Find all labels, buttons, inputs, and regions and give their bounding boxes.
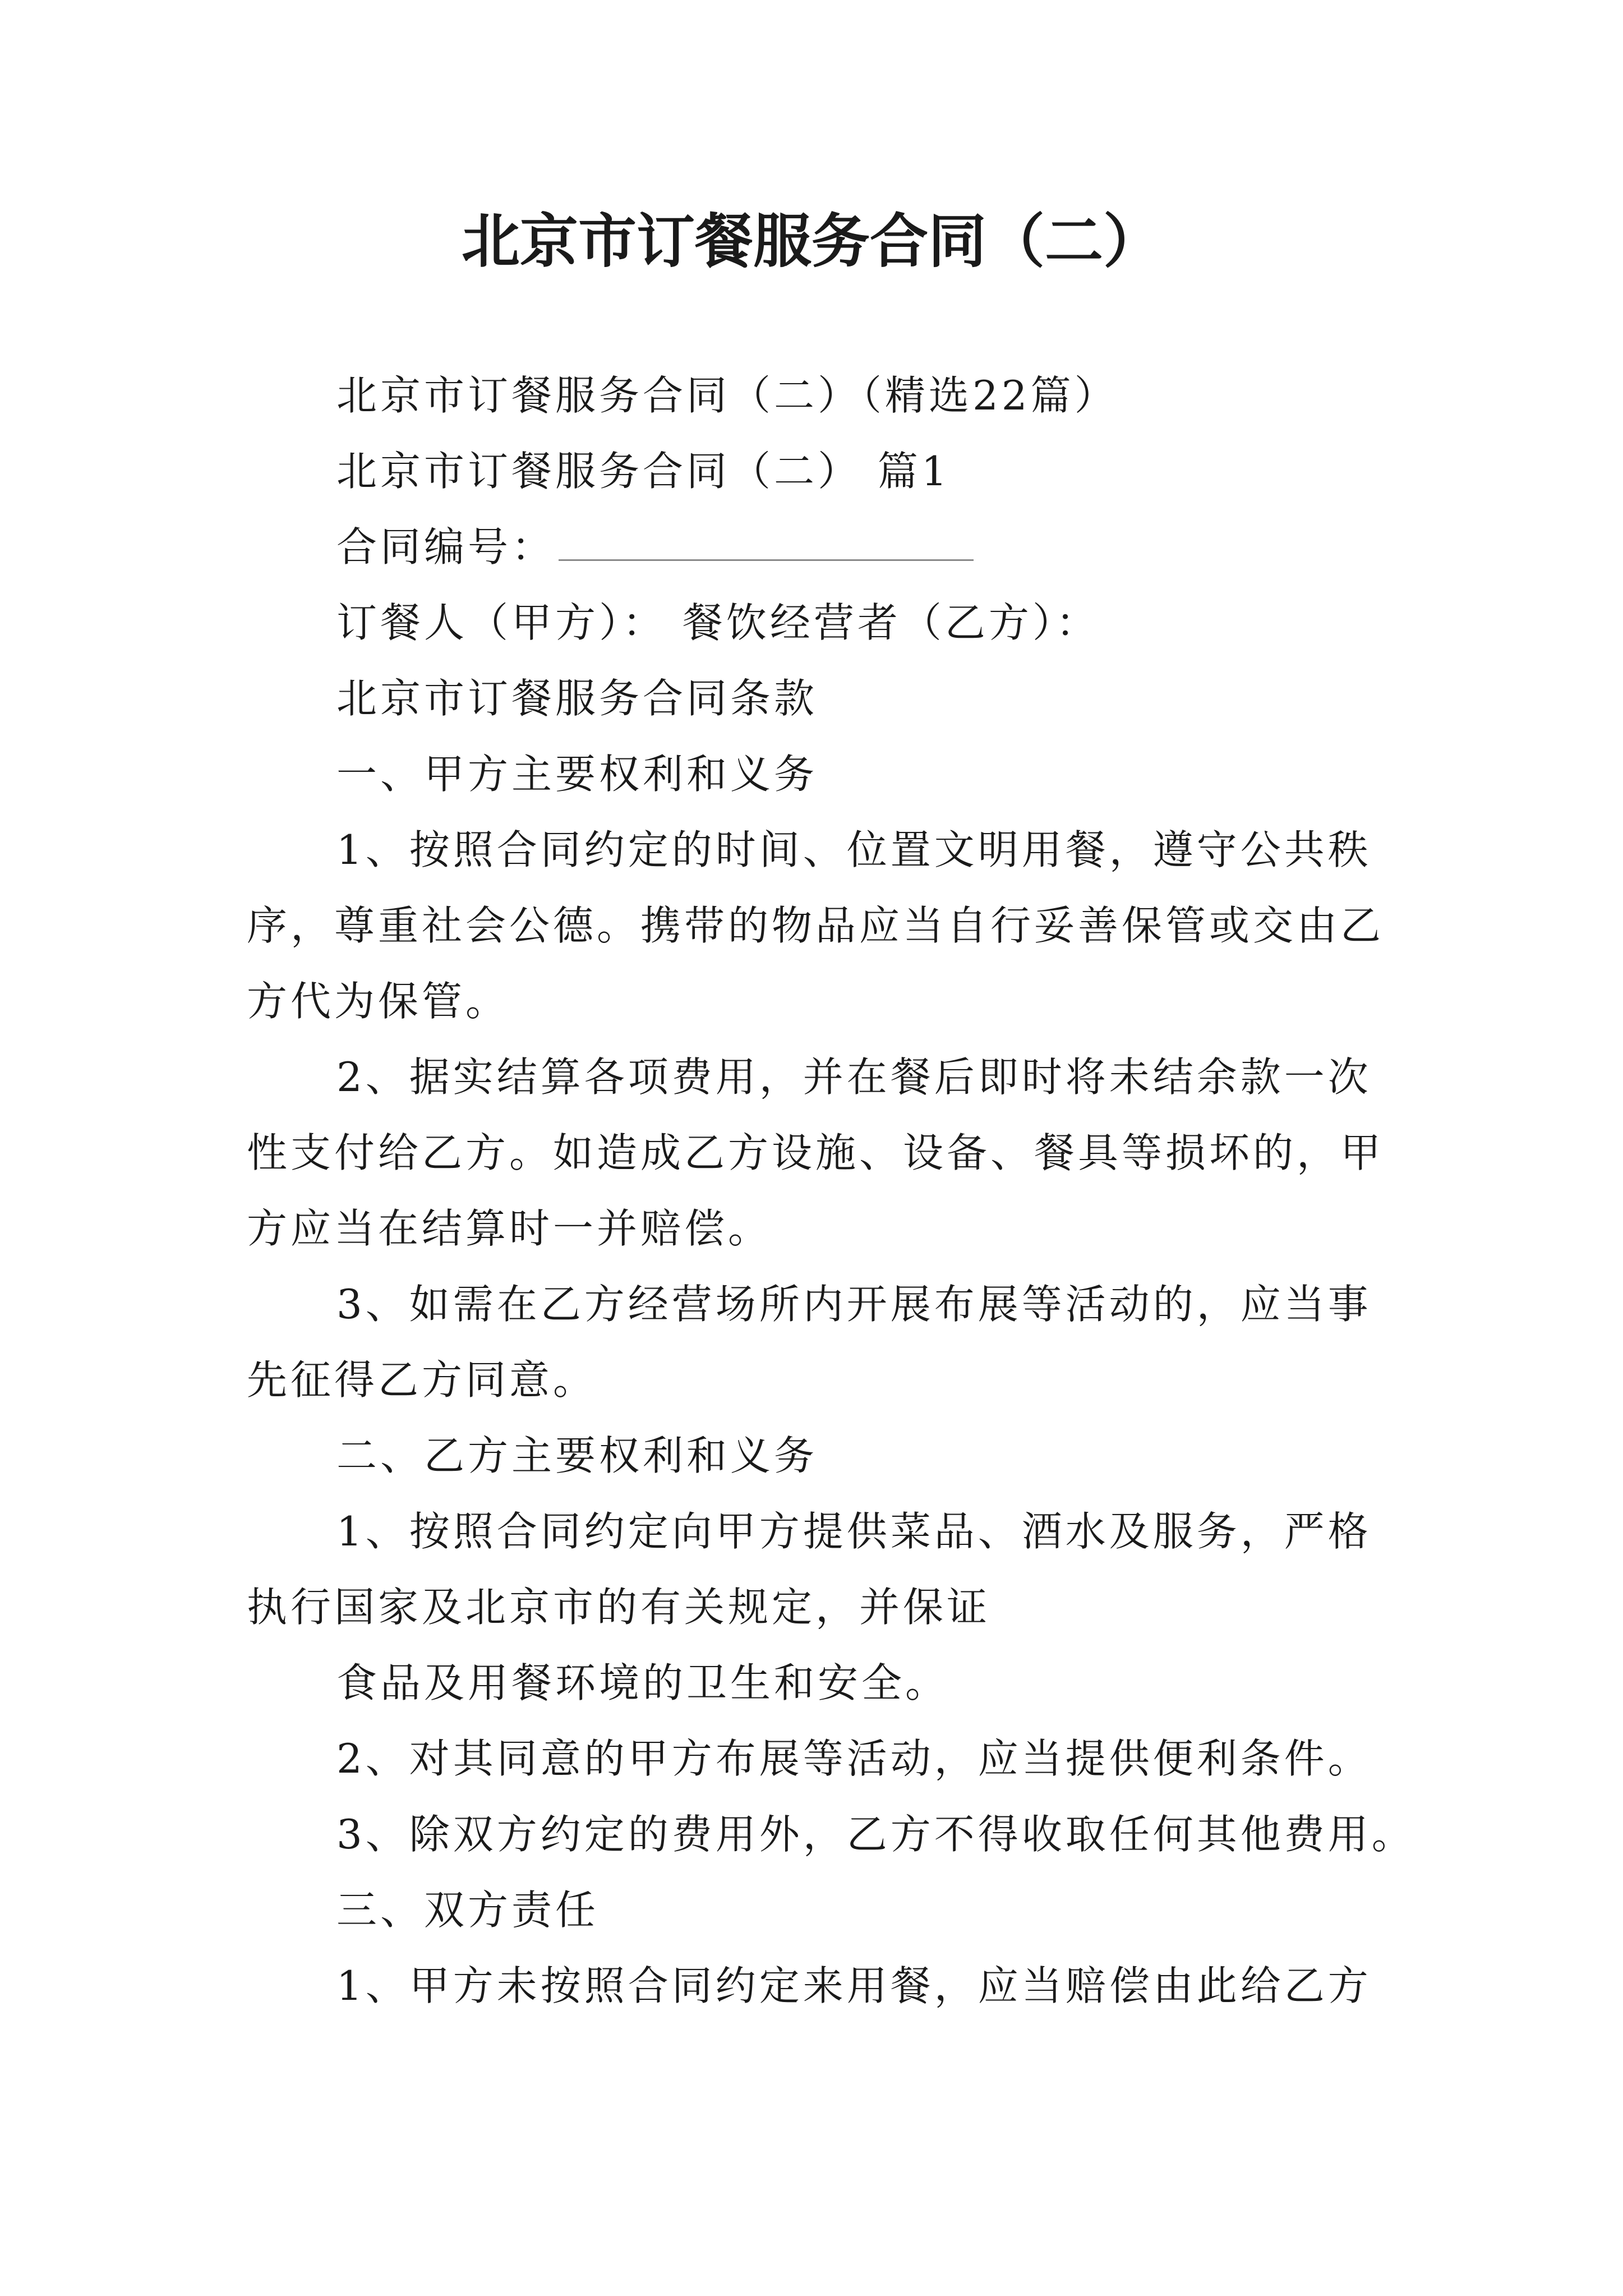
paragraph-line: 1、按照合同约定的时间、位置文明用餐，遵守公共秩 [336, 826, 1372, 873]
document-subtitle: 北京市订餐服务合同（二）（精选22篇） [336, 372, 1118, 419]
paragraph-line: 1、甲方未按照合同约定来用餐，应当赔偿由此给乙方 [336, 1962, 1372, 2009]
paragraph-line: 序，尊重社会公德。携带的物品应当自行妥善保管或交由乙 [247, 902, 1385, 949]
paragraph-line: 2、据实结算各项费用，并在餐后即时将未结余款一次 [336, 1053, 1372, 1101]
page-title: 北京市订餐服务合同（二） [461, 206, 1161, 275]
paragraph-line: 3、如需在乙方经营场所内开展布展等活动的，应当事 [336, 1281, 1372, 1328]
paragraph-line: 2、对其同意的甲方布展等活动，应当提供便利条件。 [336, 1735, 1372, 1782]
section-heading: 三、双方责任 [336, 1887, 600, 1934]
section-heading: 北京市订餐服务合同（二） 篇1 [336, 448, 951, 495]
contract-number-label: 合同编号： [336, 523, 556, 570]
clause-title: 北京市订餐服务合同条款 [336, 675, 818, 722]
paragraph-line: 执行国家及北京市的有关规定，并保证 [247, 1584, 991, 1631]
paragraph-line: 食品及用餐环境的卫生和安全。 [336, 1659, 949, 1706]
section-heading: 二、乙方主要权利和义务 [336, 1432, 818, 1479]
paragraph-line: 先征得乙方同意。 [247, 1356, 597, 1404]
paragraph-line: 1、按照合同约定向甲方提供菜品、酒水及服务，严格 [336, 1508, 1372, 1555]
paragraph-line: 3、除双方约定的费用外，乙方不得收取任何其他费用。 [336, 1811, 1415, 1858]
section-heading: 一、甲方主要权利和义务 [336, 751, 818, 798]
paragraph-line: 性支付给乙方。如造成乙方设施、设备、餐具等损坏的，甲 [247, 1129, 1385, 1176]
paragraph-line: 方应当在结算时一并赔偿。 [247, 1205, 772, 1252]
parties-line: 订餐人（甲方）： 餐饮经营者（乙方）： [336, 599, 1100, 646]
contract-number-row [336, 519, 974, 575]
contract-number-blank [559, 524, 974, 561]
paragraph-line: 方代为保管。 [247, 978, 510, 1025]
